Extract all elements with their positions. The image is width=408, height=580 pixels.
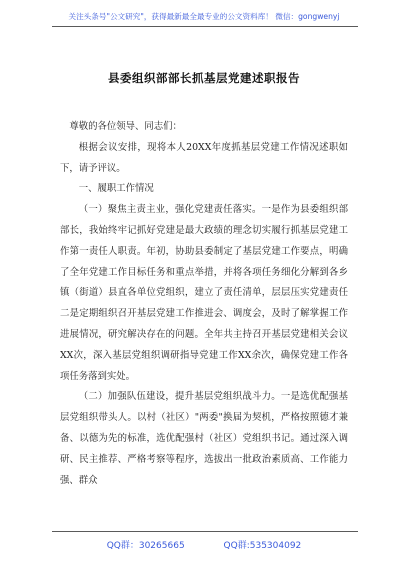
- header-divider: [52, 26, 358, 27]
- paragraph-team-building: （二）加强队伍建设，提升基层党组织战斗力。一是选优配强基层党组织带头人。以村（社区）"两委"换届为契机，严格按照德才兼备、以德为先的标准，选优配强村（社区）党组织书记。通过深入调研、民主推荐、严格考察等程序，选拔出一批政治素质高、工作能力强、群众: [60, 391, 348, 486]
- paragraph-intro: 根据会议安排，现将本人20XX年度抓基层党建工作情况述职如下，请予评议。: [60, 141, 348, 174]
- section-heading: 一、履职工作情况: [78, 183, 154, 195]
- document-body: [60, 117, 348, 491]
- footer-qq-group-1: QQ群：30265665: [106, 541, 185, 551]
- salutation: 尊敬的各位领导、同志们：: [69, 121, 182, 132]
- header-promo-note: 关注头条号"公文研究"，获得最新最全最专业的公文资料库！ 微信：gongwenyj: [68, 12, 340, 21]
- document-title: 县委组织部部长抓基层党建述职报告: [108, 71, 300, 85]
- paragraph-responsibility: （一）聚焦主责主业，强化党建责任落实。一是作为县委组织部部长，我始终牢记抓好党建是最大政绩的理念切实履行抓基层党建工作第一责任人职责。年初，协助县委制定了基层党建工作要点，明确了全年党建工作目标任务和重点举措，并将各项任务细化分解到各乡镇（街道）县直各单位党组织，建立了责任清单，层层压实党建责任二是定期组织召开基层党建工作推进会、调度会，及时了解掌握工作进展情况，研究解决存在的问题。全年共主持召开基层党建相关会议XX次，深入基层党组织调研指导党建工作XX余次，确保党建工作各项任务落到实处。: [60, 204, 348, 382]
- footer-divider: [52, 531, 358, 532]
- footer-qq-group-2: QQ群:535304092: [223, 541, 302, 551]
- footer-contact: [0, 538, 408, 551]
